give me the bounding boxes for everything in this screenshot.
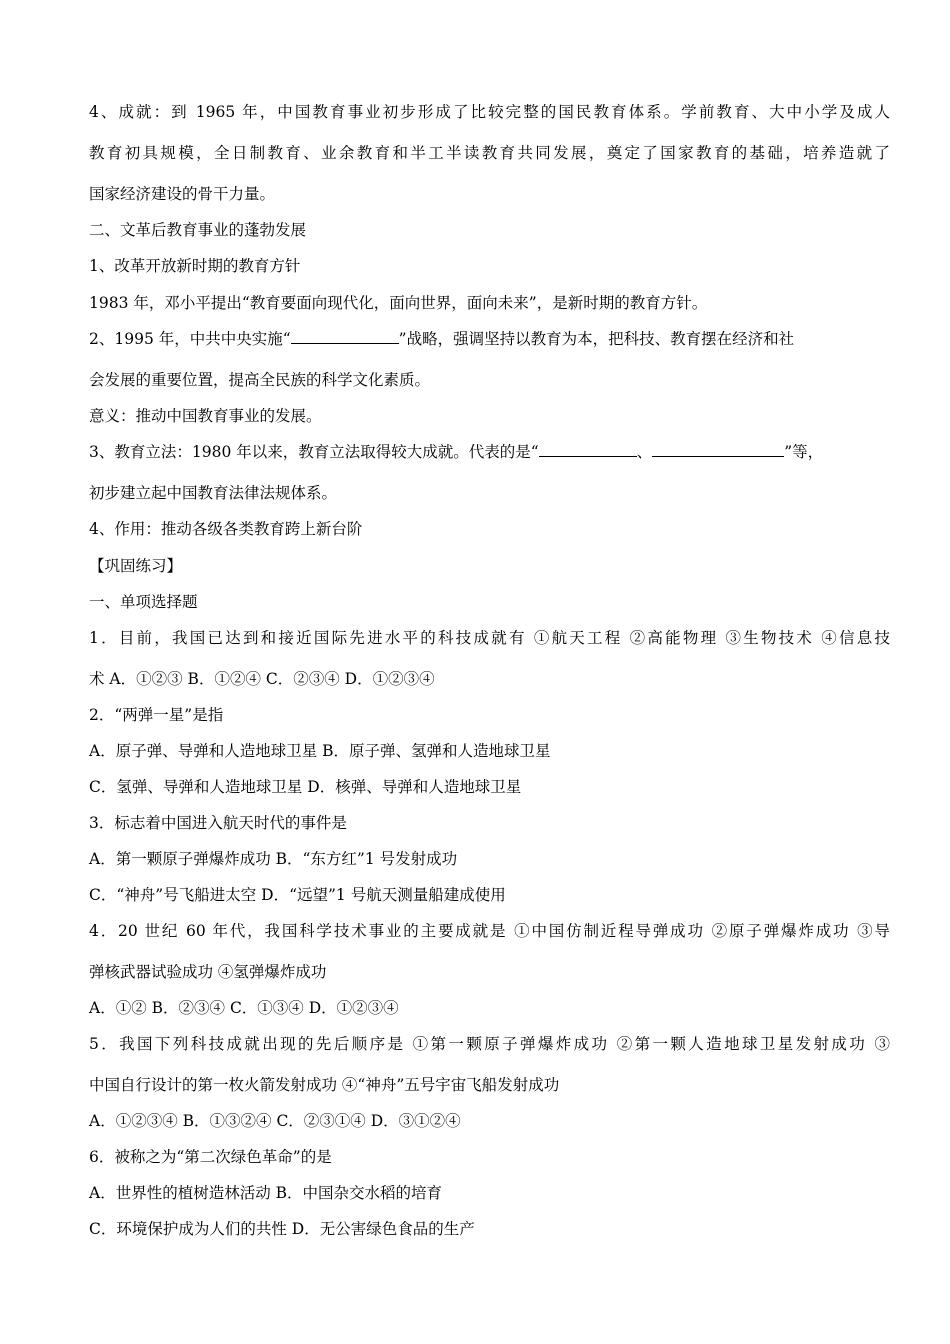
question-5-continued: 中国自行设计的第一枚火箭发射成功 ④“神舟”五号宇宙飞船发射成功 — [89, 1076, 560, 1094]
question-2-options: A．原子弹、导弹和人造地球卫星 B．原子弹、氢弹和人造地球卫星 — [89, 742, 551, 760]
question-6: 6．被称之为“第二次绿色革命”的是 — [89, 1148, 332, 1166]
fill-in-blank[interactable] — [291, 329, 399, 344]
question-5-options: A．①②③④ B．①③②④ C．②③①④ D．③①②④ — [89, 1112, 461, 1130]
question-3-options: C．“神舟”号飞船进太空 D．“远望”1 号航天测量船建成使用 — [89, 886, 506, 904]
question-2-options: C．氢弹、导弹和人造地球卫星 D．核弹、导弹和人造地球卫星 — [89, 778, 522, 796]
question-2: 2．“两弹一星”是指 — [89, 706, 224, 724]
fill-in-blank[interactable] — [539, 442, 637, 457]
paragraph-line: 意义：推动中国教育事业的发展。 — [89, 407, 322, 425]
question-1: 1．目前，我国已达到和接近国际先进水平的科技成就有 ①航天工程 ②高能物理 ③生物技术 ④信息技 — [89, 629, 890, 647]
paragraph-line: 4、作用：推动各级各类教育跨上新台阶 — [89, 520, 363, 538]
question-6-options: C．环境保护成为人们的共性 D．无公害绿色食品的生产 — [89, 1220, 475, 1238]
paragraph-line: 会发展的重要位置，提高全民族的科学文化素质。 — [89, 371, 431, 389]
text-segment: ”等， — [784, 443, 824, 461]
text-segment: ”战略，强调坚持以教育为本，把科技、教育摆在经济和社 — [398, 330, 795, 348]
paragraph-line-with-blanks — [89, 441, 890, 463]
question-4-continued: 弹核武器试验成功 ④氢弹爆炸成功 — [89, 963, 327, 981]
paragraph-line: 初步建立起中国教育法律法规体系。 — [89, 484, 338, 502]
question-4: 4．20 世纪 60 年代，我国科学技术事业的主要成就是 ①中国仿制近程导弹成功 ②原子弹爆炸成功 ③导 — [89, 922, 890, 940]
question-5: 5．我国下列科技成就出现的先后顺序是 ①第一颗原子弹爆炸成功 ②第一颗人造地球卫星发射成功 ③ — [89, 1035, 890, 1053]
paragraph-line: 教育初具规模，全日制教育、业余教育和半工半读教育共同发展，奠定了国家教育的基础，培养造就了 — [89, 144, 890, 162]
question-4-options: A．①② B．②③④ C．①③④ D．①②③④ — [89, 999, 399, 1017]
question-3-options: A．第一颗原子弹爆炸成功 B．“东方红”1 号发射成功 — [89, 850, 458, 868]
text-segment: 3、教育立法：1980 年以来，教育立法取得较大成就。代表的是“ — [89, 443, 539, 461]
paragraph-line: 1983 年，邓小平提出“教育要面向现代化，面向世界，面向未来”，是新时期的教育方针。 — [89, 294, 708, 312]
paragraph-line: 国家经济建设的骨干力量。 — [89, 185, 276, 203]
subsection-heading: 1、改革开放新时期的教育方针 — [89, 257, 301, 275]
question-1-options: 术 A．①②③ B．①②④ C．②③④ D．①②③④ — [89, 670, 435, 688]
text-segment: 2、1995 年，中共中央实施“ — [89, 330, 291, 348]
question-type-heading: 一、单项选择题 — [89, 593, 198, 611]
paragraph-line: 4、成就：到 1965 年，中国教育事业初步形成了比较完整的国民教育体系。学前教育、大中小学及成人 — [89, 103, 890, 121]
fill-in-blank[interactable] — [652, 442, 784, 457]
exercise-heading: 【巩固练习】 — [89, 557, 183, 575]
section-heading: 二、文革后教育事业的蓬勃发展 — [89, 221, 307, 239]
paragraph-line-with-blank — [89, 328, 890, 350]
question-3: 3．标志着中国进入航天时代的事件是 — [89, 814, 347, 832]
text-segment: 、 — [636, 443, 653, 461]
question-6-options: A．世界性的植树造林活动 B．中国杂交水稻的培育 — [89, 1184, 443, 1202]
